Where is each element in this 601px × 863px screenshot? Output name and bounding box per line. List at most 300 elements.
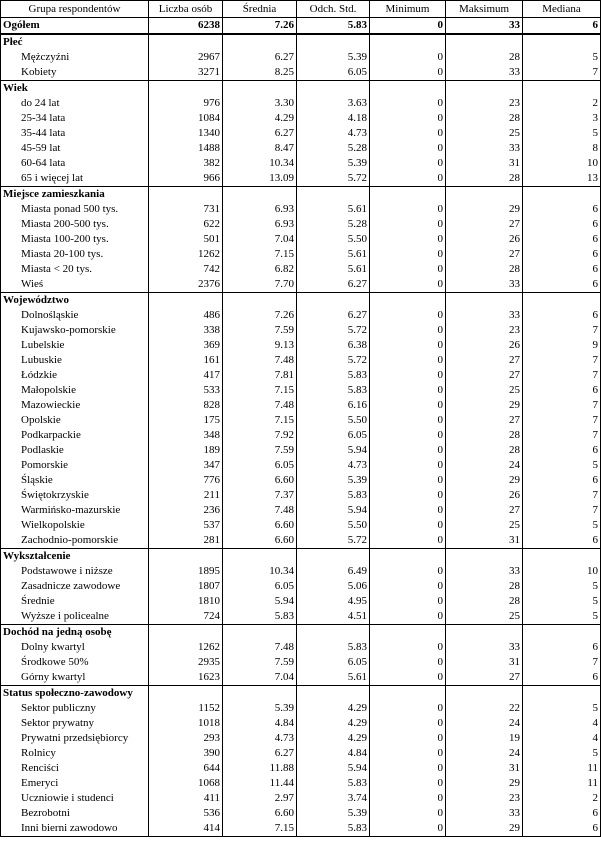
row-value-cell: 0 xyxy=(370,217,446,232)
group-empty-cell xyxy=(523,81,601,97)
row-value-cell: 1152 xyxy=(149,701,223,716)
row-label: Mężczyźni xyxy=(1,50,149,65)
row-value-cell: 5 xyxy=(523,579,601,594)
row-value-cell: 348 xyxy=(149,428,223,443)
row-value-cell: 6 xyxy=(523,232,601,247)
row-value-cell: 7.59 xyxy=(223,323,297,338)
row-label: Warmińsko-mazurskie xyxy=(1,503,149,518)
group-empty-cell xyxy=(149,81,223,97)
total-cell: 6 xyxy=(523,18,601,35)
row-value-cell: 5.39 xyxy=(223,701,297,716)
row-label: Świętokrzyskie xyxy=(1,488,149,503)
row-label: Lubelskie xyxy=(1,338,149,353)
row-value-cell: 3.63 xyxy=(297,96,370,111)
header-min: Minimum xyxy=(370,1,446,18)
group-header-row xyxy=(1,187,601,203)
row-value-cell: 0 xyxy=(370,353,446,368)
row-label: Podkarpackie xyxy=(1,428,149,443)
row-value-cell: 3.30 xyxy=(223,96,297,111)
group-empty-cell xyxy=(297,187,370,203)
row-value-cell: 6 xyxy=(523,821,601,837)
row-value-cell: 1084 xyxy=(149,111,223,126)
row-value-cell: 0 xyxy=(370,594,446,609)
row-value-cell: 5.39 xyxy=(297,473,370,488)
row-value-cell: 5.06 xyxy=(297,579,370,594)
row-value-cell: 4.29 xyxy=(297,731,370,746)
row-value-cell: 7 xyxy=(523,353,601,368)
row-value-cell: 0 xyxy=(370,655,446,670)
group-header-row xyxy=(1,625,601,641)
row-value-cell: 28 xyxy=(446,594,523,609)
row-label: Miasta 200-500 tys. xyxy=(1,217,149,232)
row-value-cell: 5 xyxy=(523,609,601,625)
row-value-cell: 501 xyxy=(149,232,223,247)
row-value-cell: 10 xyxy=(523,564,601,579)
row-value-cell: 0 xyxy=(370,503,446,518)
row-value-cell: 33 xyxy=(446,65,523,81)
row-value-cell: 0 xyxy=(370,776,446,791)
row-label: Inni bierni zawodowo xyxy=(1,821,149,837)
row-value-cell: 0 xyxy=(370,126,446,141)
table-row xyxy=(1,458,601,473)
row-value-cell: 7.15 xyxy=(223,247,297,262)
row-value-cell: 1623 xyxy=(149,670,223,686)
row-value-cell: 828 xyxy=(149,398,223,413)
row-value-cell: 6 xyxy=(523,473,601,488)
table-row xyxy=(1,716,601,731)
row-value-cell: 0 xyxy=(370,262,446,277)
row-value-cell: 0 xyxy=(370,171,446,187)
row-value-cell: 28 xyxy=(446,262,523,277)
row-value-cell: 11.88 xyxy=(223,761,297,776)
row-value-cell: 5 xyxy=(523,746,601,761)
row-value-cell: 7.70 xyxy=(223,277,297,293)
row-value-cell: 26 xyxy=(446,488,523,503)
table-row xyxy=(1,383,601,398)
row-value-cell: 5.61 xyxy=(297,262,370,277)
group-empty-cell xyxy=(370,81,446,97)
row-value-cell: 27 xyxy=(446,217,523,232)
row-value-cell: 7 xyxy=(523,488,601,503)
row-label: Podlaskie xyxy=(1,443,149,458)
group-title: Wykształcenie xyxy=(1,549,149,565)
table-row xyxy=(1,111,601,126)
group-header-row xyxy=(1,34,601,50)
row-label: Zasadnicze zawodowe xyxy=(1,579,149,594)
row-value-cell: 6 xyxy=(523,308,601,323)
row-value-cell: 5.50 xyxy=(297,232,370,247)
group-empty-cell xyxy=(223,549,297,565)
group-empty-cell xyxy=(149,549,223,565)
row-label: Zachodnio-pomorskie xyxy=(1,533,149,549)
row-value-cell: 27 xyxy=(446,413,523,428)
row-value-cell: 6.38 xyxy=(297,338,370,353)
row-value-cell: 7.48 xyxy=(223,640,297,655)
row-value-cell: 6.05 xyxy=(297,65,370,81)
group-empty-cell xyxy=(446,293,523,309)
row-value-cell: 486 xyxy=(149,308,223,323)
group-header-row xyxy=(1,293,601,309)
row-value-cell: 5.72 xyxy=(297,353,370,368)
row-value-cell: 3271 xyxy=(149,65,223,81)
row-value-cell: 776 xyxy=(149,473,223,488)
row-value-cell: 0 xyxy=(370,731,446,746)
table-row xyxy=(1,533,601,549)
row-value-cell: 6.60 xyxy=(223,473,297,488)
row-value-cell: 537 xyxy=(149,518,223,533)
group-empty-cell xyxy=(297,293,370,309)
row-value-cell: 0 xyxy=(370,308,446,323)
row-value-cell: 0 xyxy=(370,716,446,731)
table-row xyxy=(1,398,601,413)
row-value-cell: 976 xyxy=(149,96,223,111)
row-value-cell: 6 xyxy=(523,202,601,217)
group-empty-cell xyxy=(446,81,523,97)
table-row xyxy=(1,609,601,625)
row-value-cell: 19 xyxy=(446,731,523,746)
group-empty-cell xyxy=(523,34,601,50)
row-label: Emeryci xyxy=(1,776,149,791)
group-empty-cell xyxy=(370,34,446,50)
table-row xyxy=(1,65,601,81)
row-value-cell: 10.34 xyxy=(223,564,297,579)
row-value-cell: 161 xyxy=(149,353,223,368)
row-value-cell: 31 xyxy=(446,533,523,549)
row-value-cell: 5.83 xyxy=(297,776,370,791)
row-value-cell: 1810 xyxy=(149,594,223,609)
row-label: Małopolskie xyxy=(1,383,149,398)
row-value-cell: 5 xyxy=(523,594,601,609)
row-value-cell: 4.29 xyxy=(297,701,370,716)
group-empty-cell xyxy=(149,293,223,309)
row-label: Średnie xyxy=(1,594,149,609)
row-value-cell: 31 xyxy=(446,655,523,670)
row-value-cell: 4 xyxy=(523,731,601,746)
row-value-cell: 0 xyxy=(370,96,446,111)
row-value-cell: 411 xyxy=(149,791,223,806)
row-value-cell: 0 xyxy=(370,473,446,488)
row-value-cell: 7.15 xyxy=(223,413,297,428)
row-label: 45-59 lat xyxy=(1,141,149,156)
row-value-cell: 0 xyxy=(370,277,446,293)
row-value-cell: 4.29 xyxy=(223,111,297,126)
table-row xyxy=(1,171,601,187)
row-label: Kobiety xyxy=(1,65,149,81)
table-row xyxy=(1,202,601,217)
row-value-cell: 28 xyxy=(446,50,523,65)
row-value-cell: 28 xyxy=(446,579,523,594)
row-value-cell: 25 xyxy=(446,383,523,398)
row-value-cell: 5.61 xyxy=(297,670,370,686)
row-value-cell: 0 xyxy=(370,368,446,383)
table-row xyxy=(1,96,601,111)
table-row xyxy=(1,277,601,293)
table-row xyxy=(1,776,601,791)
table-row xyxy=(1,232,601,247)
row-value-cell: 6.05 xyxy=(223,579,297,594)
table-body xyxy=(1,18,601,837)
row-value-cell: 33 xyxy=(446,640,523,655)
row-value-cell: 281 xyxy=(149,533,223,549)
row-value-cell: 0 xyxy=(370,806,446,821)
table-row xyxy=(1,821,601,837)
group-empty-cell xyxy=(523,625,601,641)
row-value-cell: 33 xyxy=(446,141,523,156)
table-row xyxy=(1,353,601,368)
row-value-cell: 10 xyxy=(523,156,601,171)
row-value-cell: 3.74 xyxy=(297,791,370,806)
table-row xyxy=(1,518,601,533)
row-value-cell: 4.29 xyxy=(297,716,370,731)
table-row xyxy=(1,247,601,262)
row-value-cell: 7 xyxy=(523,368,601,383)
table-row xyxy=(1,156,601,171)
row-value-cell: 25 xyxy=(446,126,523,141)
row-value-cell: 5.83 xyxy=(297,640,370,655)
group-empty-cell xyxy=(223,81,297,97)
row-value-cell: 7 xyxy=(523,398,601,413)
table-row xyxy=(1,126,601,141)
row-label: Wyższe i policealne xyxy=(1,609,149,625)
row-value-cell: 0 xyxy=(370,533,446,549)
row-value-cell: 7.81 xyxy=(223,368,297,383)
row-value-cell: 5.83 xyxy=(297,383,370,398)
table-header xyxy=(1,1,601,18)
row-value-cell: 33 xyxy=(446,308,523,323)
row-value-cell: 1807 xyxy=(149,579,223,594)
group-empty-cell xyxy=(370,549,446,565)
row-value-cell: 7 xyxy=(523,503,601,518)
group-empty-cell xyxy=(523,549,601,565)
row-value-cell: 6.16 xyxy=(297,398,370,413)
row-value-cell: 5.72 xyxy=(297,171,370,187)
row-value-cell: 6 xyxy=(523,217,601,232)
group-header-row xyxy=(1,686,601,702)
row-value-cell: 7.15 xyxy=(223,821,297,837)
group-empty-cell xyxy=(297,625,370,641)
row-value-cell: 6.93 xyxy=(223,217,297,232)
row-value-cell: 0 xyxy=(370,701,446,716)
group-title: Miejsce zamieszkania xyxy=(1,187,149,203)
row-value-cell: 8 xyxy=(523,141,601,156)
row-value-cell: 0 xyxy=(370,746,446,761)
row-value-cell: 28 xyxy=(446,428,523,443)
row-value-cell: 7.48 xyxy=(223,503,297,518)
row-value-cell: 211 xyxy=(149,488,223,503)
table-row xyxy=(1,746,601,761)
row-value-cell: 10.34 xyxy=(223,156,297,171)
row-value-cell: 29 xyxy=(446,398,523,413)
row-label: Lubuskie xyxy=(1,353,149,368)
table-row xyxy=(1,428,601,443)
row-value-cell: 5.61 xyxy=(297,202,370,217)
total-cell: 7.26 xyxy=(223,18,297,35)
row-label: Pomorskie xyxy=(1,458,149,473)
row-value-cell: 1068 xyxy=(149,776,223,791)
row-value-cell: 4.73 xyxy=(223,731,297,746)
row-value-cell: 0 xyxy=(370,488,446,503)
total-cell: 5.83 xyxy=(297,18,370,35)
group-title: Płeć xyxy=(1,34,149,50)
group-empty-cell xyxy=(297,81,370,97)
row-value-cell: 6.27 xyxy=(223,746,297,761)
row-value-cell: 417 xyxy=(149,368,223,383)
row-value-cell: 6 xyxy=(523,806,601,821)
row-value-cell: 390 xyxy=(149,746,223,761)
row-value-cell: 13 xyxy=(523,171,601,187)
row-value-cell: 0 xyxy=(370,156,446,171)
row-label: Wielkopolskie xyxy=(1,518,149,533)
total-label: Ogółem xyxy=(1,18,149,35)
row-value-cell: 33 xyxy=(446,806,523,821)
row-value-cell: 6 xyxy=(523,277,601,293)
row-label: Renciści xyxy=(1,761,149,776)
group-header-row xyxy=(1,549,601,565)
row-value-cell: 5 xyxy=(523,50,601,65)
header-max: Maksimum xyxy=(446,1,523,18)
row-value-cell: 5.39 xyxy=(297,806,370,821)
row-value-cell: 31 xyxy=(446,156,523,171)
table-row xyxy=(1,655,601,670)
row-value-cell: 6.05 xyxy=(297,655,370,670)
row-value-cell: 23 xyxy=(446,96,523,111)
row-value-cell: 0 xyxy=(370,65,446,81)
row-label: Śląskie xyxy=(1,473,149,488)
row-value-cell: 23 xyxy=(446,323,523,338)
row-value-cell: 28 xyxy=(446,171,523,187)
row-value-cell: 6.05 xyxy=(297,428,370,443)
group-title: Status społeczno-zawodowy xyxy=(1,686,149,702)
row-value-cell: 2376 xyxy=(149,277,223,293)
group-empty-cell xyxy=(446,686,523,702)
table-row xyxy=(1,564,601,579)
row-value-cell: 0 xyxy=(370,791,446,806)
row-label: Środkowe 50% xyxy=(1,655,149,670)
group-empty-cell xyxy=(523,293,601,309)
table-row xyxy=(1,368,601,383)
header-row xyxy=(1,1,601,18)
group-empty-cell xyxy=(149,187,223,203)
row-value-cell: 2 xyxy=(523,791,601,806)
group-empty-cell xyxy=(370,293,446,309)
header-group: Grupa respondentów xyxy=(1,1,149,18)
row-value-cell: 0 xyxy=(370,761,446,776)
table-row xyxy=(1,262,601,277)
row-value-cell: 742 xyxy=(149,262,223,277)
row-value-cell: 2935 xyxy=(149,655,223,670)
row-label: Wieś xyxy=(1,277,149,293)
table-row xyxy=(1,670,601,686)
total-row xyxy=(1,18,601,35)
row-value-cell: 7.92 xyxy=(223,428,297,443)
row-value-cell: 0 xyxy=(370,50,446,65)
row-value-cell: 4.84 xyxy=(223,716,297,731)
row-value-cell: 0 xyxy=(370,670,446,686)
row-value-cell: 6 xyxy=(523,443,601,458)
row-value-cell: 28 xyxy=(446,443,523,458)
table-row xyxy=(1,488,601,503)
group-header-row xyxy=(1,81,601,97)
row-value-cell: 7.15 xyxy=(223,383,297,398)
group-empty-cell xyxy=(223,293,297,309)
header-mean: Średnia xyxy=(223,1,297,18)
row-value-cell: 293 xyxy=(149,731,223,746)
row-value-cell: 4.51 xyxy=(297,609,370,625)
row-value-cell: 0 xyxy=(370,458,446,473)
row-value-cell: 7.48 xyxy=(223,398,297,413)
row-value-cell: 7.59 xyxy=(223,655,297,670)
row-value-cell: 536 xyxy=(149,806,223,821)
table-row xyxy=(1,579,601,594)
row-value-cell: 6.60 xyxy=(223,518,297,533)
row-value-cell: 0 xyxy=(370,247,446,262)
row-label: Opolskie xyxy=(1,413,149,428)
row-value-cell: 5.39 xyxy=(297,50,370,65)
row-label: Mazowieckie xyxy=(1,398,149,413)
group-empty-cell xyxy=(523,187,601,203)
row-value-cell: 7 xyxy=(523,428,601,443)
group-empty-cell xyxy=(223,34,297,50)
row-value-cell: 5.28 xyxy=(297,217,370,232)
group-empty-cell xyxy=(370,686,446,702)
group-title: Województwo xyxy=(1,293,149,309)
row-value-cell: 338 xyxy=(149,323,223,338)
row-value-cell: 966 xyxy=(149,171,223,187)
row-value-cell: 1340 xyxy=(149,126,223,141)
table-row xyxy=(1,413,601,428)
row-value-cell: 22 xyxy=(446,701,523,716)
row-value-cell: 6.27 xyxy=(223,50,297,65)
table-row xyxy=(1,338,601,353)
row-value-cell: 4 xyxy=(523,716,601,731)
row-value-cell: 5.50 xyxy=(297,518,370,533)
row-value-cell: 0 xyxy=(370,398,446,413)
row-value-cell: 5 xyxy=(523,701,601,716)
table-row xyxy=(1,473,601,488)
group-empty-cell xyxy=(223,686,297,702)
row-value-cell: 1262 xyxy=(149,247,223,262)
row-value-cell: 369 xyxy=(149,338,223,353)
row-value-cell: 25 xyxy=(446,518,523,533)
group-title: Wiek xyxy=(1,81,149,97)
row-value-cell: 8.47 xyxy=(223,141,297,156)
row-value-cell: 5.61 xyxy=(297,247,370,262)
row-value-cell: 2.97 xyxy=(223,791,297,806)
row-value-cell: 27 xyxy=(446,368,523,383)
table-row xyxy=(1,503,601,518)
row-value-cell: 9 xyxy=(523,338,601,353)
header-std: Odch. Std. xyxy=(297,1,370,18)
row-value-cell: 2 xyxy=(523,96,601,111)
row-value-cell: 27 xyxy=(446,247,523,262)
row-value-cell: 7.04 xyxy=(223,670,297,686)
row-label: Sektor prywatny xyxy=(1,716,149,731)
row-label: Uczniowie i studenci xyxy=(1,791,149,806)
group-empty-cell xyxy=(297,686,370,702)
table-row xyxy=(1,141,601,156)
table-row xyxy=(1,323,601,338)
row-label: Łódzkie xyxy=(1,368,149,383)
row-value-cell: 0 xyxy=(370,609,446,625)
group-empty-cell xyxy=(446,34,523,50)
row-value-cell: 5.94 xyxy=(223,594,297,609)
row-value-cell: 27 xyxy=(446,503,523,518)
row-value-cell: 28 xyxy=(446,111,523,126)
row-value-cell: 6.93 xyxy=(223,202,297,217)
row-label: Prywatni przedsiębiorcy xyxy=(1,731,149,746)
row-value-cell: 6.05 xyxy=(223,458,297,473)
group-empty-cell xyxy=(149,686,223,702)
